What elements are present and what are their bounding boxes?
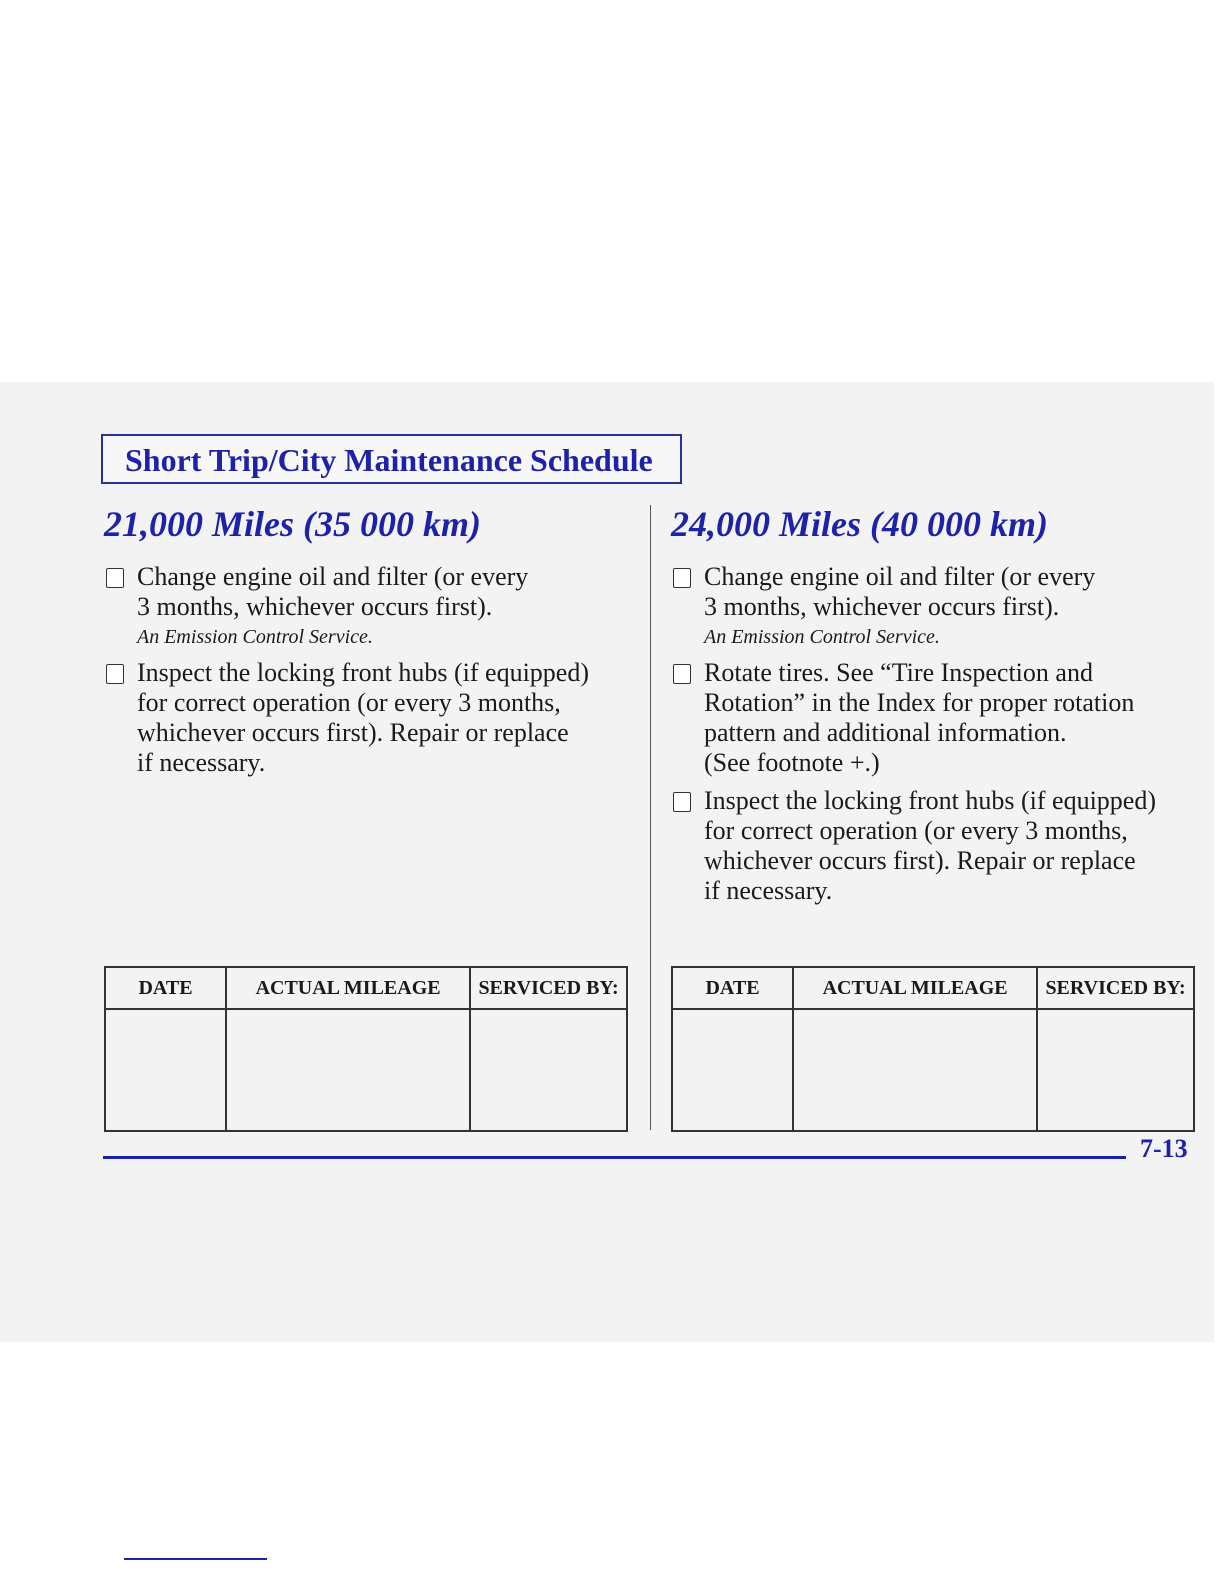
service-record-table (104, 966, 628, 1132)
date-header: DATE (105, 967, 226, 1009)
checkbox-icon[interactable] (106, 568, 124, 588)
date-cell[interactable] (672, 1009, 793, 1131)
interval-heading: 24,000 Miles (40 000 km) (671, 504, 1048, 544)
actual-mileage-cell[interactable] (226, 1009, 470, 1131)
emission-note: An Emission Control Service. (137, 626, 373, 648)
date-header: DATE (672, 967, 793, 1009)
bottom-rule (124, 1558, 267, 1560)
page-number: 7-13 (1140, 1134, 1188, 1163)
schedule-title: Short Trip/City Maintenance Schedule (125, 442, 653, 478)
checklist-item-text: Inspect the locking front hubs (if equipped) for correct operation (or every 3 months, whichever occurs first). Repair or replace if necessary. (704, 786, 1156, 905)
checklist-item (671, 658, 1211, 778)
interval-column-21000 (104, 500, 644, 786)
table-header-row (105, 967, 627, 1009)
serviced-by-header: SERVICED BY: (470, 967, 627, 1009)
table-row (672, 1009, 1194, 1131)
schedule-title-box (101, 434, 682, 484)
interval-column-24000 (671, 500, 1211, 914)
checklist-item (671, 562, 1211, 650)
interval-heading: 21,000 Miles (35 000 km) (104, 504, 481, 544)
checklist-item-text: Inspect the locking front hubs (if equipped) for correct operation (or every 3 months, whichever occurs first). Repair or replace if necessary. (137, 658, 589, 777)
checklist-item-text: Rotate tires. See “Tire Inspection and Rotation” in the Index for proper rotation pattern and additional information. (See footnote +.) (704, 658, 1135, 777)
table-header-row (672, 967, 1194, 1009)
checklist-item (671, 786, 1211, 906)
date-cell[interactable] (105, 1009, 226, 1131)
serviced-by-cell[interactable] (470, 1009, 627, 1131)
checklist-item-text: Change engine oil and filter (or every 3 months, whichever occurs first). (704, 562, 1096, 621)
checklist-item (104, 658, 644, 778)
serviced-by-header: SERVICED BY: (1037, 967, 1194, 1009)
serviced-by-cell[interactable] (1037, 1009, 1194, 1131)
service-record-table (671, 966, 1195, 1132)
checkbox-icon[interactable] (673, 568, 691, 588)
checklist-item-text: Change engine oil and filter (or every 3 months, whichever occurs first). (137, 562, 529, 621)
column-divider (650, 505, 651, 1130)
footer-rule (103, 1156, 1126, 1159)
checkbox-icon[interactable] (673, 664, 691, 684)
checkbox-icon[interactable] (106, 664, 124, 684)
table-row (105, 1009, 627, 1131)
checkbox-icon[interactable] (673, 792, 691, 812)
emission-note: An Emission Control Service. (704, 626, 940, 648)
actual-mileage-header: ACTUAL MILEAGE (226, 967, 470, 1009)
actual-mileage-header: ACTUAL MILEAGE (793, 967, 1037, 1009)
actual-mileage-cell[interactable] (793, 1009, 1037, 1131)
checklist-item (104, 562, 644, 650)
